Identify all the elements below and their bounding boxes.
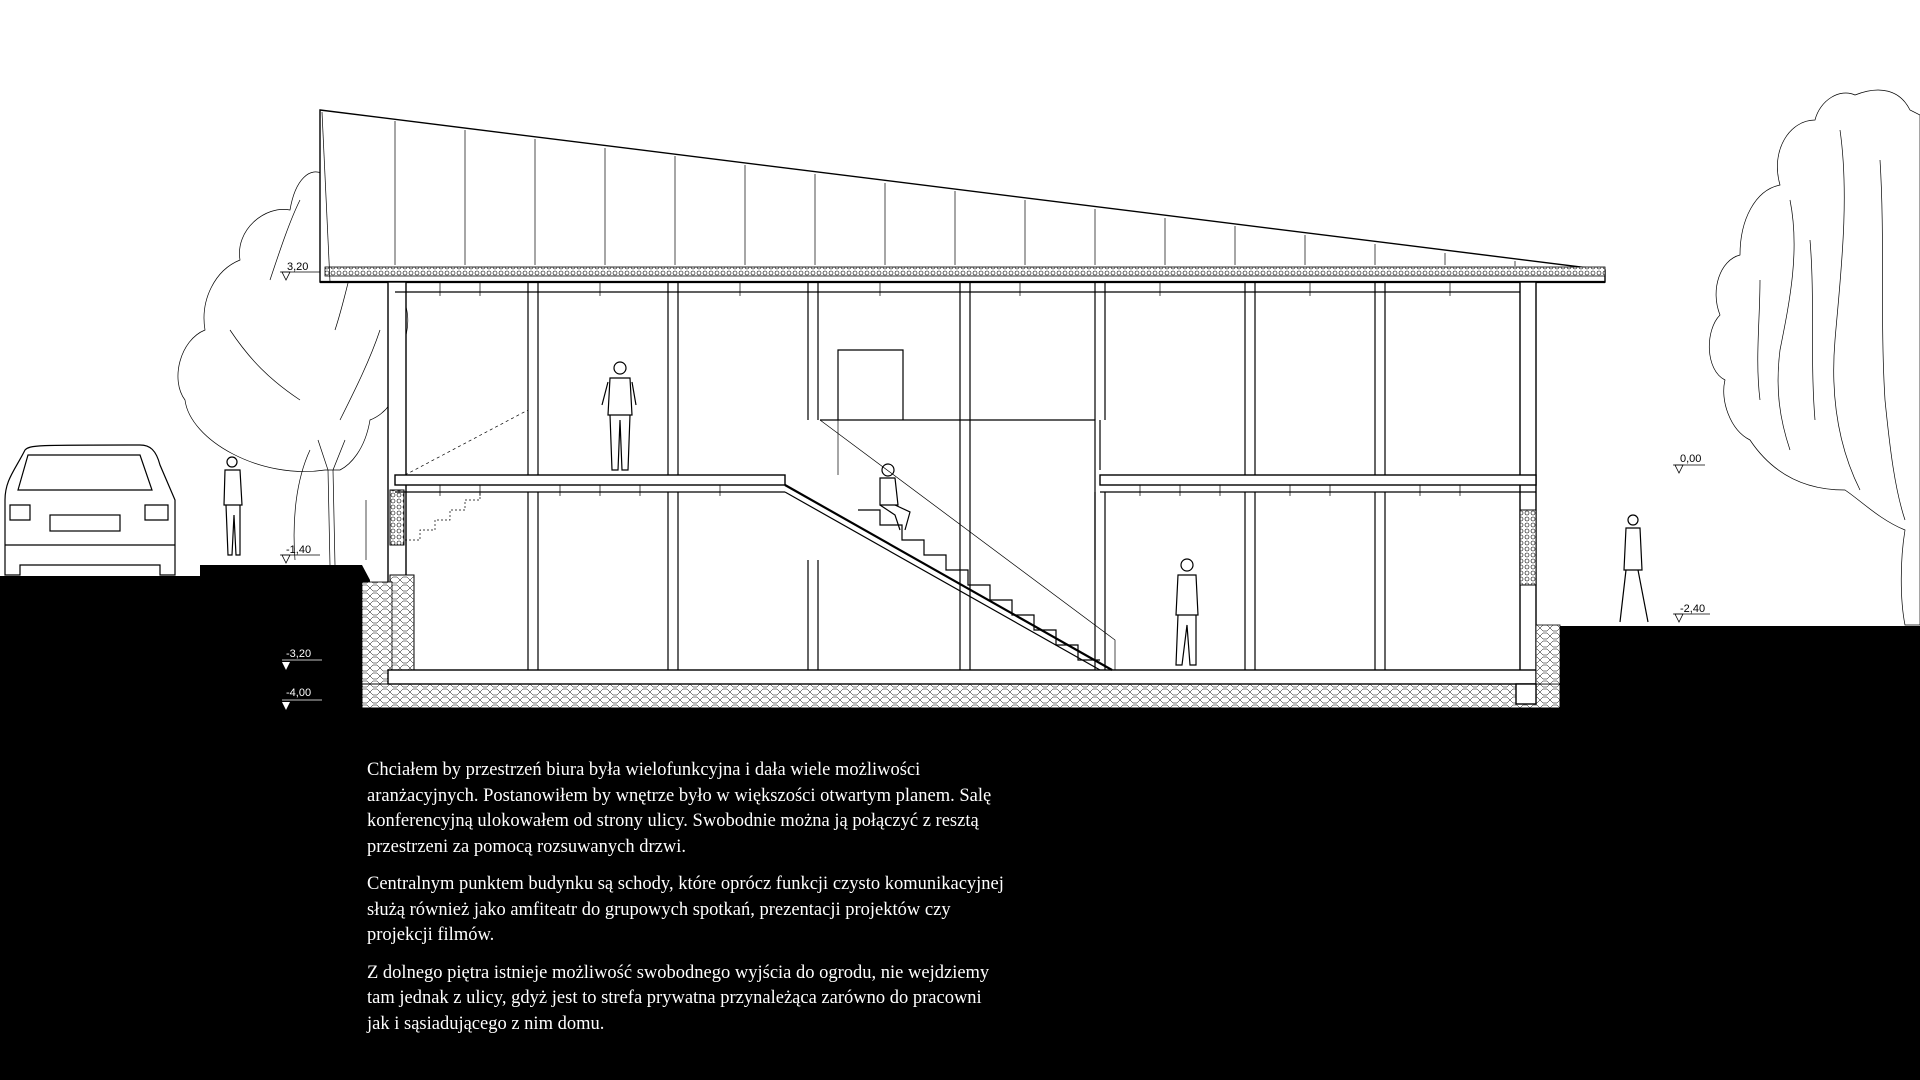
description-paragraph-3: Z dolnego piętra istnieje możliwość swobodnego wyjścia do ogrodu, nie wejdziemy tam jednak z ulicy, gdyż jest to strefa prywatna przynależąca zarówno do pracowni jak i sąsiadującego z nim domu. bbox=[367, 962, 990, 1034]
roof bbox=[320, 110, 1605, 282]
person-left bbox=[224, 457, 242, 555]
level-label-minus-3-20: -3,20 bbox=[286, 648, 312, 660]
description-paragraph-1: Chciałem by przestrzeń biura była wielofunkcyjna i dała wiele możliwości aranżacyjnych. Postanowiłem by wnętrze było w większości otwartym planem. Salę konferencyjną ulokowałem od strony ulicy. Swobodnie można ją połączyć z resztą przestrzeni za pomocą rozsuwanych drzwi. bbox=[367, 760, 992, 857]
person-right bbox=[1620, 515, 1648, 622]
car bbox=[5, 445, 175, 575]
description-text bbox=[367, 758, 1007, 1049]
tree-right bbox=[1709, 90, 1920, 625]
people bbox=[224, 362, 1648, 665]
person-ground bbox=[1176, 559, 1198, 665]
person-stairs bbox=[880, 464, 910, 530]
level-label-minus-1-40: -1,40 bbox=[286, 544, 312, 556]
building-structure bbox=[362, 282, 1560, 708]
level-0-00 bbox=[1673, 453, 1705, 473]
person-upper bbox=[602, 362, 636, 470]
level-label-minus-4-00: -4,00 bbox=[286, 687, 312, 699]
level-minus-1-40 bbox=[280, 544, 320, 563]
level-3-20 bbox=[280, 261, 320, 280]
level-minus-2-40 bbox=[1673, 603, 1710, 622]
description-paragraph-2: Centralnym punktem budynku są schody, które oprócz funkcji czysto komunikacyjnej służą również jako amfiteatr do grupowych spotkań, prezentacji projektów czy projekcji filmów. bbox=[367, 874, 1004, 945]
level-label-3-20: 3,20 bbox=[287, 261, 309, 273]
level-label-minus-2-40: -2,40 bbox=[1680, 603, 1706, 615]
level-label-0-00: 0,00 bbox=[1680, 453, 1702, 465]
